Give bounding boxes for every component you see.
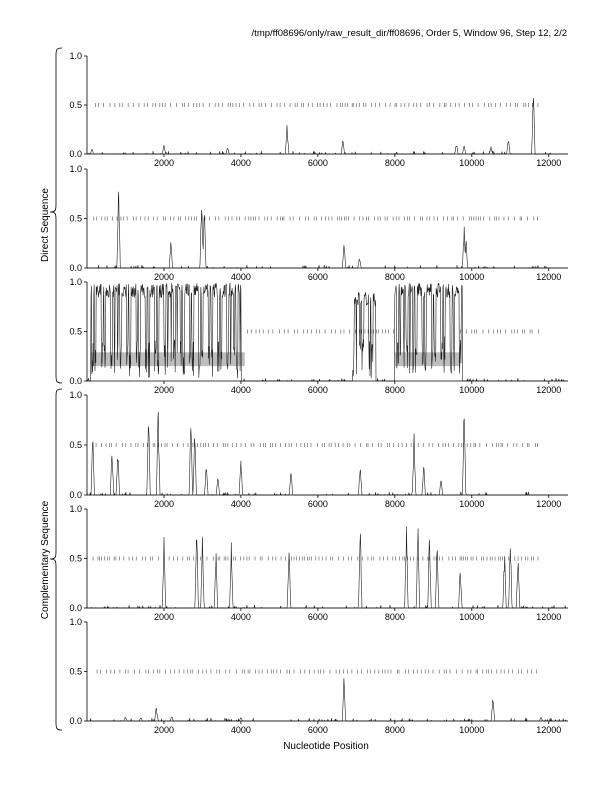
panel-6: [69, 617, 568, 735]
stop-codon-row-2: [94, 217, 538, 221]
x-tick-label-1-1: 4000: [230, 158, 251, 168]
y-tick-label-2-2: 1.0: [69, 164, 82, 174]
x-tick-label-4-3: 8000: [384, 499, 405, 509]
x-tick-label-4-1: 4000: [230, 499, 251, 509]
x-tick-label-5-4: 10000: [459, 612, 485, 622]
x-tick-label-2-5: 12000: [536, 272, 562, 282]
panels-layer: [69, 51, 568, 735]
signal-line-1: [87, 98, 568, 154]
x-tick-label-1-2: 6000: [307, 158, 328, 168]
y-tick-label-6-2: 1.0: [69, 617, 82, 627]
panel-5: [69, 504, 568, 622]
y-tick-label-2-1: 0.5: [69, 213, 82, 224]
x-tick-label-3-1: 4000: [230, 385, 251, 395]
signal-line-6: [87, 678, 568, 721]
y-tick-label-3-2: 1.0: [69, 277, 82, 287]
complementary-sequence-label: Complementary Sequence: [40, 500, 51, 620]
x-tick-label-4-0: 2000: [153, 499, 174, 509]
signal-line-2: [87, 192, 568, 268]
stop-codon-row-4: [96, 443, 537, 447]
x-tick-label-1-3: 8000: [384, 158, 405, 168]
x-tick-label-5-5: 12000: [536, 612, 562, 622]
x-tick-label-6-3: 8000: [384, 725, 405, 735]
y-tick-label-1-0: 0.0: [69, 149, 82, 159]
x-axis-title: Nucleotide Position: [283, 741, 369, 752]
stop-codon-row-3: [248, 330, 539, 334]
x-tick-label-3-2: 6000: [307, 385, 328, 395]
y-tick-label-5-2: 1.0: [69, 504, 82, 514]
y-tick-label-5-0: 0.0: [69, 603, 82, 613]
x-tick-label-5-2: 6000: [307, 612, 328, 622]
panel-4: [69, 390, 568, 509]
header-title: /tmp/ff08696/only/raw_result_dir/ff08696, Order 5, Window 96, Step 12, 2/2: [251, 28, 567, 39]
x-tick-label-3-4: 10000: [459, 385, 485, 395]
y-tick-label-4-2: 1.0: [69, 390, 82, 400]
x-tick-label-5-3: 8000: [384, 612, 405, 622]
direct-sequence-bracket: [40, 48, 62, 383]
stop-codon-row-1: [96, 103, 538, 107]
x-tick-label-5-1: 4000: [230, 612, 251, 622]
complementary-sequence-bracket: [40, 389, 62, 730]
x-tick-label-6-4: 10000: [459, 725, 485, 735]
x-tick-label-6-1: 4000: [230, 725, 251, 735]
signal-line-5: [87, 526, 568, 608]
y-tick-label-6-0: 0.0: [69, 716, 82, 726]
signal-line-4: [87, 412, 568, 495]
y-tick-label-1-1: 0.5: [69, 100, 82, 110]
y-tick-label-5-1: 0.5: [69, 553, 82, 564]
x-tick-label-2-2: 6000: [307, 272, 328, 282]
stop-codon-row-6: [97, 670, 537, 674]
y-tick-label-6-1: 0.5: [69, 666, 82, 677]
x-tick-label-2-1: 4000: [230, 272, 251, 282]
x-tick-label-2-0: 2000: [153, 272, 174, 282]
x-tick-label-5-0: 2000: [153, 612, 174, 622]
x-tick-label-6-0: 2000: [153, 725, 174, 735]
x-tick-label-3-5: 12000: [536, 385, 562, 395]
direct-sequence-label: Direct Sequence: [40, 188, 51, 262]
y-tick-label-3-1: 0.5: [69, 326, 82, 337]
y-tick-label-1-2: 1.0: [69, 51, 82, 61]
y-tick-label-4-0: 0.0: [69, 490, 82, 500]
x-tick-label-4-4: 10000: [459, 499, 485, 509]
x-tick-label-2-4: 10000: [459, 272, 485, 282]
panel-1: [69, 51, 568, 168]
panel-2: [69, 164, 568, 282]
x-tick-label-3-3: 8000: [384, 385, 405, 395]
y-tick-label-4-1: 0.5: [69, 440, 82, 450]
x-tick-label-1-0: 2000: [153, 158, 174, 168]
y-tick-label-2-0: 0.0: [69, 263, 82, 273]
x-tick-label-1-5: 12000: [536, 158, 562, 168]
x-tick-label-4-2: 6000: [307, 499, 328, 509]
x-tick-label-6-2: 6000: [307, 725, 328, 735]
x-tick-label-3-0: 2000: [153, 385, 174, 395]
y-tick-label-3-0: 0.0: [69, 376, 82, 386]
x-tick-label-1-4: 10000: [459, 158, 485, 168]
stop-codon-row-5: [93, 557, 538, 561]
x-tick-label-6-5: 12000: [536, 725, 562, 735]
signal-line-3: [87, 283, 568, 381]
panel-3: [69, 277, 568, 395]
x-tick-label-4-5: 12000: [536, 499, 562, 509]
x-tick-label-2-3: 8000: [384, 272, 405, 282]
